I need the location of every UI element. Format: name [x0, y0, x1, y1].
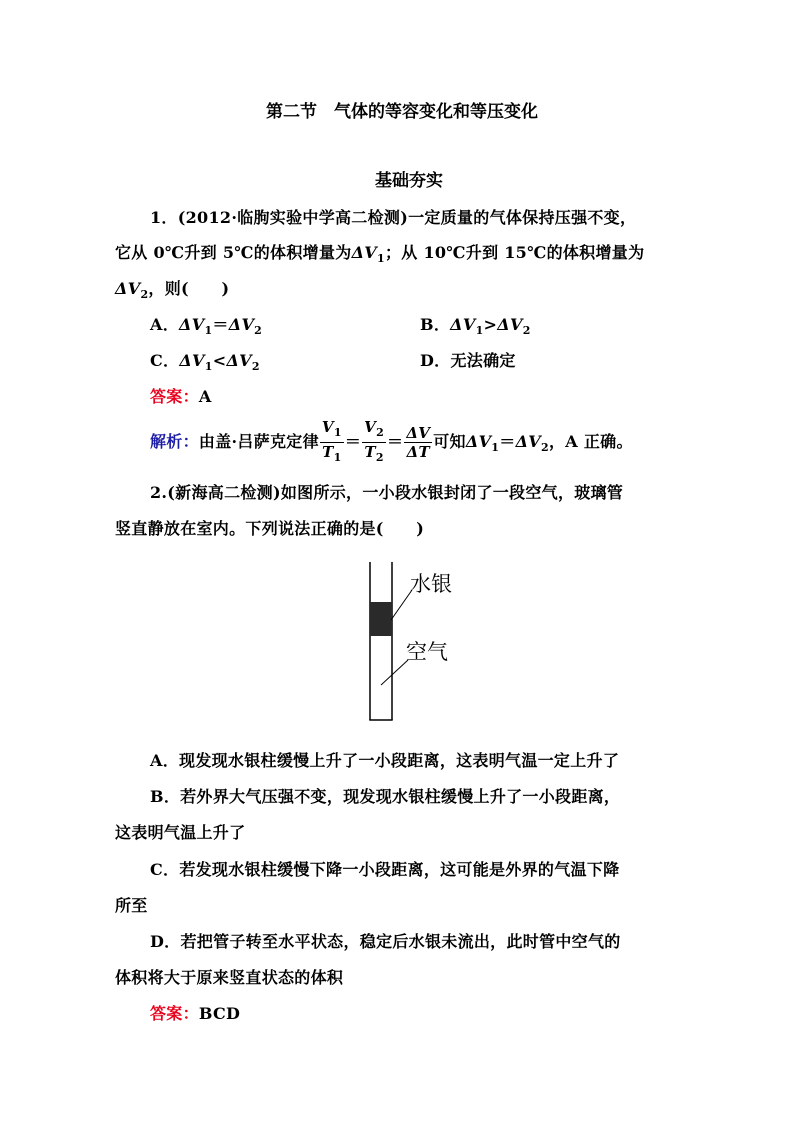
fraction-dv-dt: $\frac{\Delta V}{\Delta T}$ — [406, 424, 431, 461]
q1-answer: 答案：A — [150, 387, 212, 406]
label-air: 空气 — [406, 640, 448, 664]
fraction-v1-t1: $\frac{V_1}{T_1}$ — [321, 418, 342, 464]
q1-line-2: 它从 0℃升到 5℃的体积增量为$\Delta V_1$；从 10℃升到 15℃的体积增量为 — [115, 243, 645, 266]
q2-line-2: 竖直静放在室内。下列说法正确的是( ) — [115, 519, 425, 538]
q2-option-b-line-1: B．若外界大气压强不变，现发现水银柱缓慢上升了一小段距离， — [150, 787, 621, 806]
q1-option-b: B．$\Delta V_1>\Delta V_2$ — [420, 315, 531, 338]
q1-line-3: $\Delta V_2$，则( ) — [115, 279, 230, 302]
q2-answer: 答案：BCD — [150, 1004, 241, 1023]
mercury-pointer — [391, 590, 412, 620]
label-mercury: 水银 — [410, 572, 452, 596]
air-pointer — [381, 660, 408, 685]
q2-option-a: A．现发现水银柱缓慢上升了一小段距离，这表明气温一定上升了 — [150, 751, 620, 770]
q2-option-c-line-2: 所至 — [115, 896, 148, 915]
q2-option-d-line-1: D．若把管子转至水平状态，稳定后水银未流出，此时管中空气的 — [150, 932, 621, 951]
q2-line-1: 2.(新海高二检测)如图所示，一小段水银封闭了一段空气，玻璃管 — [150, 483, 624, 502]
q1-line-1: 1．(2012·临朐实验中学高二检测)一定质量的气体保持压强不变， — [150, 208, 637, 227]
page-title: 第二节 气体的等容变化和等压变化 — [266, 102, 538, 122]
q1-analysis: 解析：由盖·吕萨克定律 $\frac{V_1}{T_1}$ ＝ $\frac{V_2}{T_2}$ ＝ $\frac{\Delta V}{\Delta T}$ 可知$\Delta V_1=\Delta V_2$，A 正确。 — [150, 418, 633, 467]
q2-option-b-line-2: 这表明气温上升了 — [115, 823, 246, 842]
q1-option-c: C．$\Delta V_1<\Delta V_2$ — [150, 351, 260, 374]
mercury-column — [370, 602, 392, 636]
section-heading: 基础夯实 — [375, 171, 443, 191]
q1-option-a: A．$\Delta V_1=\Delta V_2$ — [150, 315, 263, 338]
fraction-v2-t2: $\frac{V_2}{T_2}$ — [364, 418, 385, 464]
q1-option-d: D．无法确定 — [420, 351, 516, 370]
q2-option-d-line-2: 体积将大于原来竖直状态的体积 — [115, 968, 344, 987]
q2-option-c-line-1: C．若发现水银柱缓慢下降一小段距离，这可能是外界的气温下降 — [150, 860, 620, 879]
